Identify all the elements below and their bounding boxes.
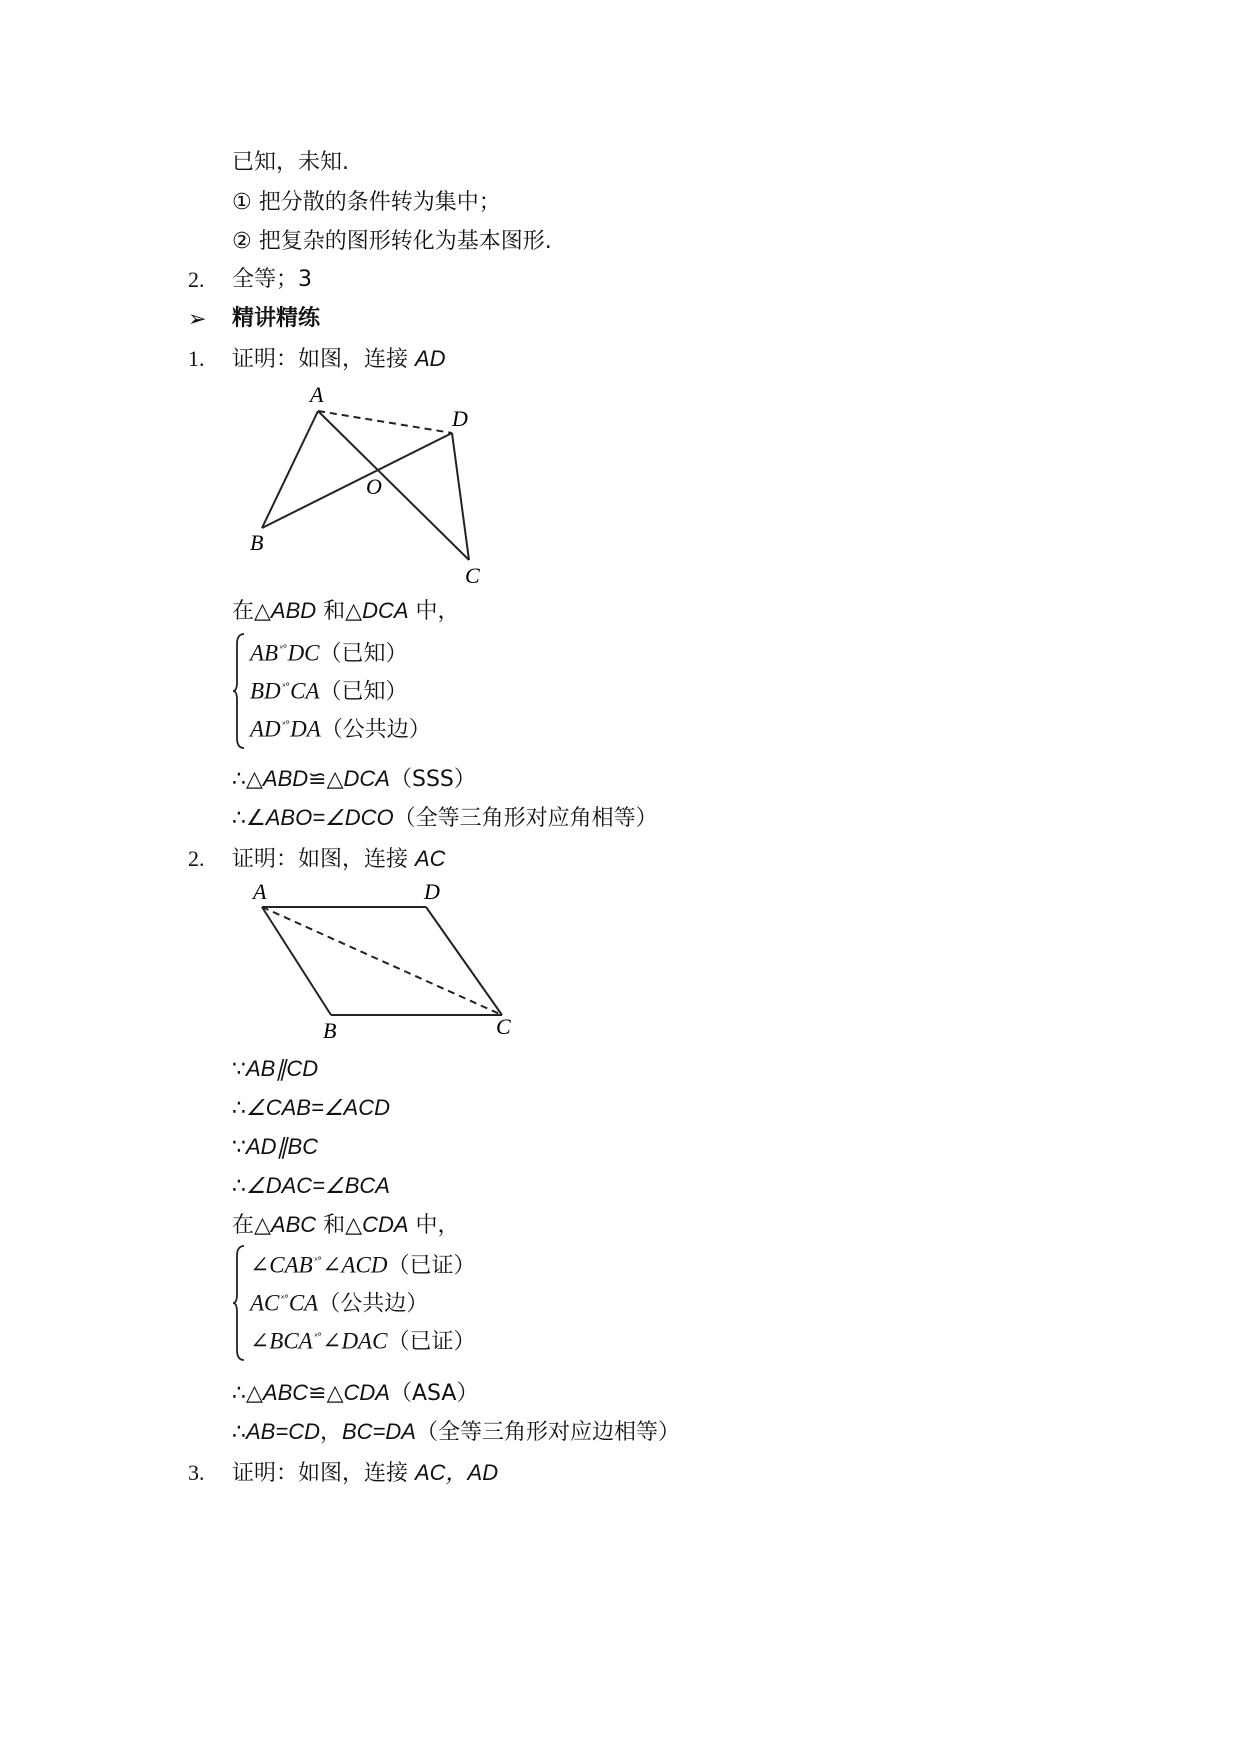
reason: （全等三角形对应角相等） (393, 806, 658, 831)
text: 中， (408, 1213, 460, 1238)
angle-name: DCO (344, 805, 394, 830)
section-bullet: ➢ (188, 306, 207, 331)
congruent-symbol: ˣ° (313, 1256, 322, 1267)
problem-2-heading (232, 842, 446, 876)
triangle-name: ABD (262, 766, 309, 791)
segment-AB (262, 411, 318, 528)
intro-item-2: ② 把复杂的图形转化为基本图形. (232, 229, 552, 254)
problem-2-step-2 (232, 1091, 390, 1125)
triangle-name: ABC (262, 1380, 309, 1405)
system-row (250, 1244, 475, 1280)
problem-1-heading-prefix: 证明：如图，连接 (232, 347, 415, 372)
problem-1-heading-var: AD (415, 346, 446, 371)
text: 在△ (232, 599, 271, 624)
left-brace-icon (232, 1244, 246, 1362)
segment-AC-dashed (262, 907, 502, 1015)
because-symbol: ∵ (232, 1057, 246, 1082)
text: 和△ (316, 599, 363, 624)
statement: AD∥BC (246, 1134, 319, 1159)
answer-2-text: 全等；3 (232, 267, 312, 292)
system-row (250, 708, 431, 744)
system-row (250, 670, 408, 706)
reason: （已知） (319, 679, 408, 705)
triangle-name: CDA (362, 1212, 409, 1237)
congruent-symbol: ˣ° (281, 720, 290, 731)
congruent-symbol: ˣ° (313, 1332, 322, 1343)
rhs: ∠DAC (322, 1328, 388, 1354)
system-row (250, 1282, 428, 1318)
reason: （已证） (387, 1253, 476, 1279)
therefore-symbol: ∴ (232, 1096, 246, 1121)
reason: （ASA） (389, 1381, 479, 1406)
segment-DC (452, 433, 469, 560)
problem-2-conclusion-1 (232, 1376, 478, 1410)
problem-2-conclusion-2 (232, 1415, 680, 1449)
text: =∠ (312, 805, 345, 830)
lhs: AC (250, 1290, 280, 1316)
problem-1-in-triangles (232, 594, 460, 628)
text: 和△ (316, 1213, 363, 1238)
problem-3-heading-var: AC，AD (415, 1460, 499, 1485)
label-D: D (452, 406, 468, 431)
rhs: CA (288, 1290, 319, 1316)
text: ∴∠ (232, 806, 266, 831)
text: ∴△ (232, 1381, 263, 1406)
label-C: C (496, 1014, 511, 1039)
congruent-symbol: ˣ° (281, 682, 290, 693)
label-A: A (253, 879, 267, 904)
problem-1-conclusion-1 (232, 762, 476, 796)
problem-1-number: 1. (188, 346, 205, 371)
equation: AB=CD (246, 1419, 320, 1444)
reason: （已证） (387, 1329, 476, 1355)
statement: ∠CAB=∠ACD (246, 1095, 390, 1120)
rhs: DC (287, 640, 320, 666)
problem-3-heading (232, 1456, 498, 1490)
lhs: AD (250, 716, 281, 742)
problem-2-step-4 (232, 1169, 390, 1203)
lhs: ∠BCA (250, 1328, 313, 1354)
problem-2-heading-var: AC (415, 846, 446, 871)
problem-3-heading-prefix: 证明：如图，连接 (232, 1461, 415, 1486)
text: 中， (408, 599, 460, 624)
therefore-symbol: ∴ (232, 1174, 246, 1199)
rhs: ∠ACD (322, 1252, 388, 1278)
reason: （全等三角形对应边相等） (415, 1420, 680, 1445)
reason: （已知） (319, 641, 408, 667)
lhs: BD (250, 678, 281, 704)
answer-2-number: 2. (188, 267, 205, 292)
problem-2-number: 2. (188, 846, 205, 871)
reason: （SSS） (389, 767, 476, 792)
text: 在△ (232, 1213, 271, 1238)
reason: （公共边） (320, 717, 431, 743)
text: ≌△ (308, 767, 344, 792)
label-B: B (323, 1018, 337, 1043)
problem-1-heading (232, 342, 446, 376)
rhs: DA (290, 716, 321, 742)
system-row (250, 1320, 475, 1356)
section-title: 精讲精练 (232, 306, 321, 331)
problem-2-in-triangles (232, 1208, 460, 1242)
statement: ∠DAC=∠BCA (246, 1173, 390, 1198)
triangle-name: DCA (343, 766, 390, 791)
system-row (250, 632, 408, 668)
figure-2 (240, 879, 520, 1043)
reason: （公共边） (318, 1291, 429, 1317)
segment-AC (318, 411, 469, 560)
left-brace-icon (232, 632, 246, 750)
rhs: CA (290, 678, 320, 704)
label-O: O (366, 474, 382, 499)
triangle-name: CDA (343, 1380, 390, 1405)
label-C: C (465, 563, 480, 588)
figure-1 (240, 382, 500, 588)
text: ∴ (232, 1420, 246, 1445)
text: ≌△ (308, 1381, 344, 1406)
because-symbol: ∵ (232, 1135, 246, 1160)
equation: BC=DA (342, 1419, 416, 1444)
congruent-symbol: ˣ° (279, 644, 287, 655)
triangle-name: ABD (270, 598, 317, 623)
lhs: ∠CAB (250, 1252, 313, 1278)
congruent-symbol: ˣ° (280, 1294, 288, 1305)
triangle-name: DCA (362, 598, 409, 623)
label-B: B (250, 530, 264, 555)
text: ， (319, 1420, 342, 1445)
label-A: A (310, 382, 324, 407)
intro-line: 已知，未知. (232, 150, 349, 175)
problem-1-conclusion-2 (232, 801, 658, 835)
text: ∴△ (232, 767, 263, 792)
label-D: D (424, 879, 440, 904)
problem-3-number: 3. (188, 1460, 205, 1485)
lhs: AB (250, 640, 279, 666)
problem-2-step-1 (232, 1052, 318, 1086)
triangle-name: ABC (270, 1212, 317, 1237)
intro-item-1: ① 把分散的条件转为集中； (232, 190, 501, 215)
angle-name: ABO (265, 805, 313, 830)
problem-2-step-3 (232, 1130, 318, 1164)
statement: AB∥CD (246, 1056, 319, 1081)
problem-2-heading-prefix: 证明：如图，连接 (232, 847, 415, 872)
